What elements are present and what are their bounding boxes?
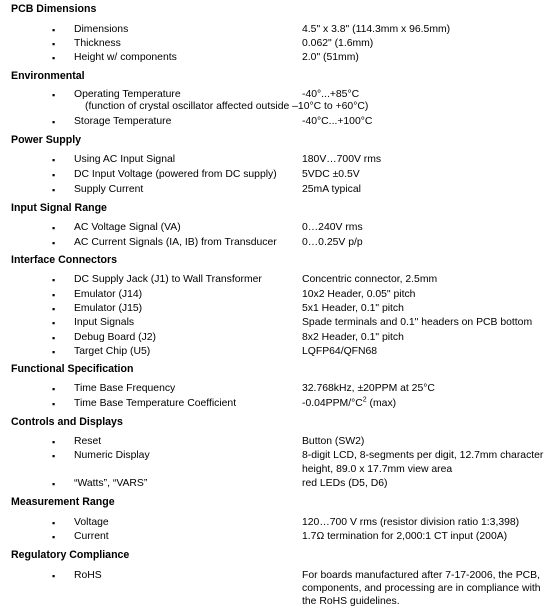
spec-value: 8x2 Header, 0.1" pitch [302, 332, 404, 343]
bullet-icon: ▪ [52, 53, 56, 63]
spec-label: Supply Current [74, 184, 144, 195]
section-heading-input-signal-range: Input Signal Range [11, 202, 107, 214]
bullet-icon: ▪ [52, 25, 56, 35]
bullet-icon: ▪ [52, 155, 56, 165]
spec-label: DC Input Voltage (powered from DC supply) [74, 169, 277, 180]
section-heading-measurement-range: Measurement Range [11, 496, 115, 508]
bullet-icon: ▪ [52, 290, 56, 300]
spec-value: 32.768kHz, ±20PPM at 25°C [302, 383, 435, 394]
spec-value: -40°C...+100°C [302, 116, 373, 127]
spec-label: Thickness [74, 38, 121, 49]
bullet-icon: ▪ [52, 399, 56, 409]
spec-label: Emulator (J14) [74, 289, 143, 300]
bullet-icon: ▪ [52, 170, 56, 180]
spec-label: AC Current Signals (IA, IB) from Transducer [74, 237, 277, 248]
section-heading-environmental: Environmental [11, 70, 85, 82]
section-heading-power-supply: Power Supply [11, 134, 82, 146]
spec-value: 0…0.25V p/p [302, 237, 363, 248]
bullet-icon: ▪ [52, 384, 56, 394]
bullet-icon: ▪ [52, 479, 56, 489]
spec-label: RoHS [74, 570, 102, 581]
spec-value: 0…240V rms [302, 222, 363, 233]
spec-label: Reset [74, 436, 102, 447]
spec-label: Debug Board (J2) [74, 332, 157, 343]
bullet-icon: ▪ [52, 571, 56, 581]
spec-label: Time Base Frequency [74, 383, 176, 394]
bullet-icon: ▪ [52, 451, 56, 461]
superscript: 2 [362, 396, 367, 404]
spec-label: Time Base Temperature Coefficient [74, 398, 237, 409]
section-heading-controls-and-displays: Controls and Displays [11, 416, 123, 428]
spec-value: 8-digit LCD, 8-segments per digit, 12.7mm character [302, 450, 544, 461]
spec-value: 5VDC ±0.5V [302, 169, 360, 180]
bullet-icon: ▪ [52, 304, 56, 314]
bullet-icon: ▪ [52, 518, 56, 528]
spec-value-continued: height, 89.0 x 17.7mm view area [302, 464, 453, 475]
bullet-icon: ▪ [52, 185, 56, 195]
bullet-icon: ▪ [52, 238, 56, 248]
spec-value: 180V…700V rms [302, 154, 382, 165]
spec-label: “Watts”, “VARS” [74, 478, 148, 489]
bullet-icon: ▪ [52, 437, 56, 447]
spec-value-suffix: (max) [366, 398, 397, 409]
bullet-icon: ▪ [52, 347, 56, 357]
section-heading-pcb-dimensions: PCB Dimensions [11, 3, 97, 15]
spec-label: Operating Temperature [74, 89, 181, 100]
section-heading-interface-connectors: Interface Connectors [11, 254, 117, 266]
spec-value: 120…700 V rms (resistor division ratio 1:3,398) [302, 517, 520, 528]
section-heading-regulatory-compliance: Regulatory Compliance [11, 549, 130, 561]
spec-value: 0.062" (1.6mm) [302, 38, 374, 49]
spec-label: Voltage [74, 517, 109, 528]
spec-label: Emulator (J15) [74, 303, 143, 314]
spec-label: Target Chip (U5) [74, 346, 151, 357]
spec-value: Spade terminals and 0.1" headers on PCB bottom [302, 317, 533, 328]
spec-value-main: -0.04PPM/°C [302, 398, 363, 409]
spec-value-temperature-coefficient [302, 398, 396, 409]
spec-value: 10x2 Header, 0.05" pitch [302, 289, 416, 300]
spec-value: 25mA typical [302, 184, 361, 195]
spec-label: AC Voltage Signal (VA) [74, 222, 181, 233]
spec-value: red LEDs (D5, D6) [302, 478, 388, 489]
spec-label: Input Signals [74, 317, 135, 328]
spec-label: DC Supply Jack (J1) to Wall Transformer [74, 274, 262, 285]
bullet-icon: ▪ [52, 532, 56, 542]
spec-note: (function of crystal oscillator affected outside –10°C to +60°C) [85, 101, 369, 112]
spec-label: Dimensions [74, 24, 129, 35]
spec-label: Numeric Display [74, 450, 150, 461]
spec-value: 4.5" x 3.8" (114.3mm x 96.5mm) [302, 24, 451, 35]
bullet-icon: ▪ [52, 90, 56, 100]
spec-label: Current [74, 531, 109, 542]
spec-label: Height w/ components [74, 52, 177, 63]
spec-value-continued: the RoHS guidelines. [302, 596, 400, 607]
bullet-icon: ▪ [52, 275, 56, 285]
spec-label: Storage Temperature [74, 116, 172, 127]
spec-value: Concentric connector, 2.5mm [302, 274, 438, 285]
section-heading-functional-specification: Functional Specification [11, 363, 134, 375]
bullet-icon: ▪ [52, 333, 56, 343]
spec-label: Using AC Input Signal [74, 154, 176, 165]
spec-value: -40°...+85°C [302, 89, 360, 100]
spec-value-continued: components, and processing are in compliance with [302, 583, 541, 594]
spec-value: 2.0" (51mm) [302, 52, 359, 63]
bullet-icon: ▪ [52, 117, 56, 127]
spec-value: 5x1 Header, 0.1" pitch [302, 303, 404, 314]
spec-value: 1.7Ω termination for 2,000:1 CT input (200A) [302, 531, 508, 542]
spec-value: Button (SW2) [302, 436, 365, 447]
bullet-icon: ▪ [52, 39, 56, 49]
bullet-icon: ▪ [52, 318, 56, 328]
bullet-icon: ▪ [52, 223, 56, 233]
spec-value: For boards manufactured after 7-17-2006, the PCB, [302, 570, 540, 581]
spec-value: LQFP64/QFN68 [302, 346, 378, 357]
